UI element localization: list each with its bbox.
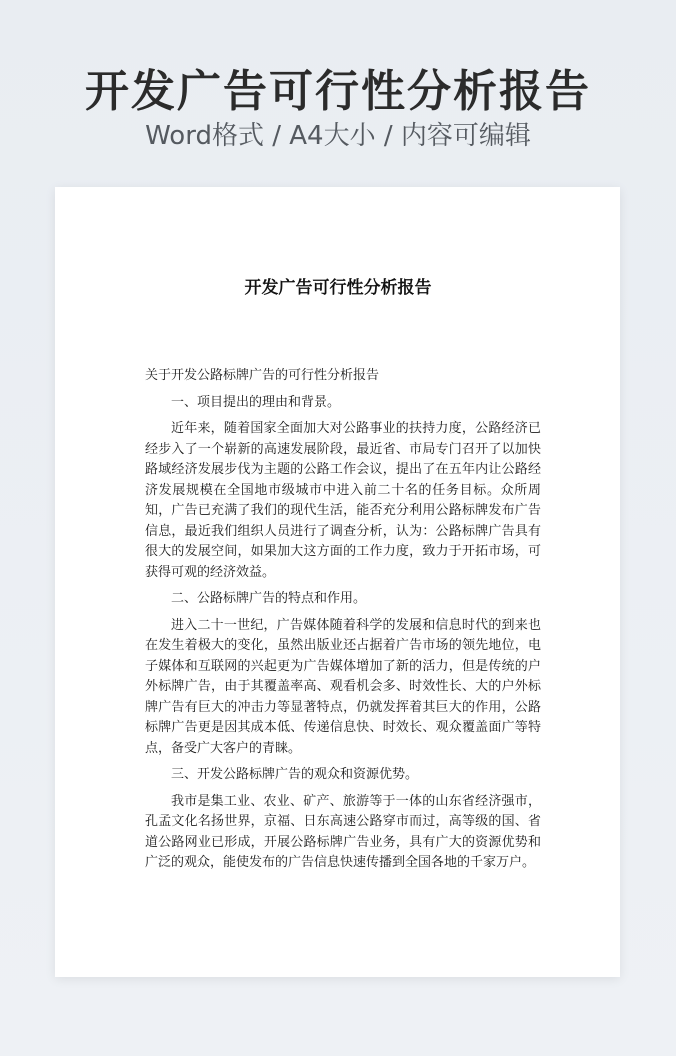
section-paragraph-3: 我市是集工业、农业、矿产、旅游等于一体的山东省经济强市，孔孟文化名扬世界，京福、日东高速公路穿市而过，高等级的国、省道公路网业已形成，开展公路标牌广告业务，具有广大的资源优势和广泛的观众，能使发布的广告信息快速传播到全国各地的千家万户。 [145,793,541,870]
document-heading-line: 关于开发公路标牌广告的可行性分析报告 [145,368,380,383]
document-title: 开发广告可行性分析报告 [244,278,432,298]
banner-subtitle: Word格式 / A4大小 / 内容可编辑 [145,121,531,151]
section-paragraph-2: 进入二十一世纪，广告媒体随着科学的发展和信息时代的到来也在发生着极大的变化，虽然出版业还占据着广告市场的领先地位，电子媒体和互联网的兴起更为广告媒体增加了新的活力，但是传统的户外标牌广告，由于其覆盖率高、观看机会多、时效性长、大的户外标牌广告有巨大的冲击力等显著特点，仍就发挥着其巨大的作用，公路标牌广告更是因其成本低、传递信息快、时效长、观众覆盖面广等特点，备受广大客户的青睐。 [145,617,541,756]
document-body [145,366,541,880]
section-paragraph-1: 近年来，随着国家全面加大对公路事业的扶持力度，公路经济已经步入了一个崭新的高速发展阶段，最近省、市局专门召开了以加快路域经济发展步伐为主题的公路工作会议，提出了在五年内让公路经济发展规模在全国地市级城市中进入前二十名的任务目标。众所周知，广告已充满了我们的现代生活，能否充分利用公路标牌发布广告信息，最近我们组织人员进行了调查分析，认为：公路标牌广告具有很大的发展空间，如果加大这方面的工作力度，致力于开拓市场，可获得可观的经济效益。 [145,421,541,580]
section-heading-1: 一、项目提出的理由和背景。 [171,394,341,410]
banner-title: 开发广告可行性分析报告 [85,66,591,117]
section-heading-3: 三、开发公路标牌广告的观众和资源优势。 [171,767,419,782]
section-heading-2: 二、公路标牌广告的特点和作用。 [171,591,367,606]
